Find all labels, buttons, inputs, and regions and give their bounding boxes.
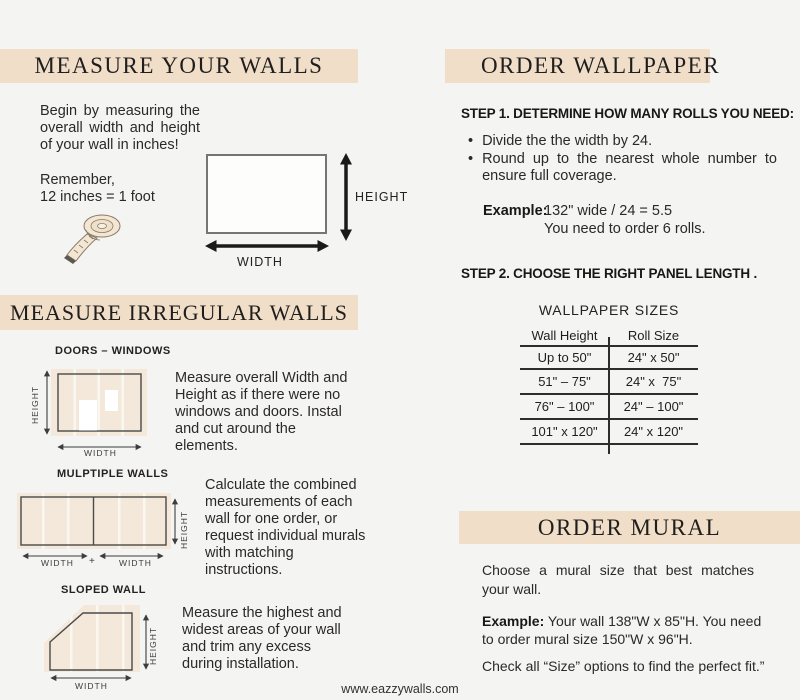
step1-bullet-list [468,133,777,186]
mural-example-text: Your wall 138"W x 85"H. You need to order mural size 150"W x 96"H. [482,613,762,647]
multiple-plus-sign: + [89,556,96,567]
multiple-walls-text: Calculate the combined measurements of each wall for one order, or request individual murals with matching instructions. [205,477,366,578]
order-wallpaper-header-band [445,49,721,83]
table-cell: 51" – 75" [520,370,609,395]
order-mural-title: ORDER MURAL [537,514,722,540]
bullet-dot: • [468,133,474,149]
doors-windows-diagram [28,360,163,455]
wallpaper-example-line2: You need to order 6 rolls. [544,221,706,237]
multiple-width-label-right: WIDTH [119,558,152,568]
mural-example-label: Example: [482,613,545,629]
step1-heading: STEP 1. DETERMINE HOW MANY ROLLS YOU NEED: [461,106,794,121]
table-cell: 24" – 100" [609,395,698,420]
table-cell: 101" x 120" [520,420,609,445]
website-url: www.eazzywalls.com [341,682,459,696]
wallpaper-sizes-title: WALLPAPER SIZES [538,302,680,318]
order-mural-header-band [459,511,800,544]
mural-intro: Choose a mural size that best matches your wall. [482,562,754,597]
doors-height-label: HEIGHT [30,385,40,424]
multiple-walls-label: MULPTIPLE WALLS [57,468,169,480]
sloped-wall-text: Measure the highest and widest areas of your wall and trim any excess during installation. [182,605,342,672]
bullet-text: Round up to the nearest whole number to ensure full coverage. [482,150,777,184]
table-header-roll-size: Roll Size [609,325,698,347]
doors-width-label: WIDTH [84,448,117,458]
doors-windows-label: DOORS – WINDOWS [55,345,171,357]
table-column-divider [608,337,610,454]
multiple-height-label: HEIGHT [179,510,189,549]
table-cell: 24" x 50" [609,347,698,370]
tape-measure-icon [62,210,128,264]
bullet-dot: • [468,150,474,167]
wallpaper-example-label: Example: [483,203,548,219]
measure-walls-intro: Begin by measuring the overall width and height of your wall in inches! [40,103,200,153]
wall-width-label: WIDTH [237,255,283,269]
remember-note [40,172,155,206]
bullet-item [468,133,777,151]
remember-line1: Remember, [40,172,115,188]
table-cell: Up to 50" [520,347,609,370]
measure-walls-title: MEASURE YOUR WALLS [34,53,324,78]
step2-heading: STEP 2. CHOOSE THE RIGHT PANEL LENGTH . [461,266,757,281]
multiple-walls-diagram [15,490,190,568]
doors-windows-text: Measure overall Width and Height as if there were no windows and doors. Instal and cut around the elements. [175,370,348,454]
bullet-item [468,151,777,186]
irregular-walls-header-band [0,295,358,330]
table-cell: 76" – 100" [520,395,609,420]
table-cell: 24" x 75" [609,370,698,395]
wall-rectangle [206,154,327,234]
table-header-wall-height: Wall Height [520,325,609,347]
wallpaper-example-line1: 132" wide / 24 = 5.5 [544,203,673,219]
multiple-width-label-left: WIDTH [41,558,74,568]
table-cell: 24" x 120" [609,420,698,445]
measure-walls-header-band [0,49,358,83]
sloped-wall-label: SLOPED WALL [61,584,146,596]
order-wallpaper-title: ORDER WALLPAPER [480,53,721,78]
wall-height-label: HEIGHT [355,190,409,204]
width-arrow-icon [204,237,330,255]
bullet-text: Divide the the width by 24. [482,133,653,149]
sloped-height-label: HEIGHT [148,626,158,665]
sloped-width-label: WIDTH [75,681,108,691]
height-arrow-icon [337,152,355,242]
irregular-walls-title: MEASURE IRREGULAR WALLS [10,299,348,325]
sloped-wall-diagram [40,600,165,685]
remember-line2: 12 inches = 1 foot [40,189,155,205]
mural-check-note: Check all “Size” options to find the perfect fit.” [482,658,765,674]
mural-example [482,612,770,648]
